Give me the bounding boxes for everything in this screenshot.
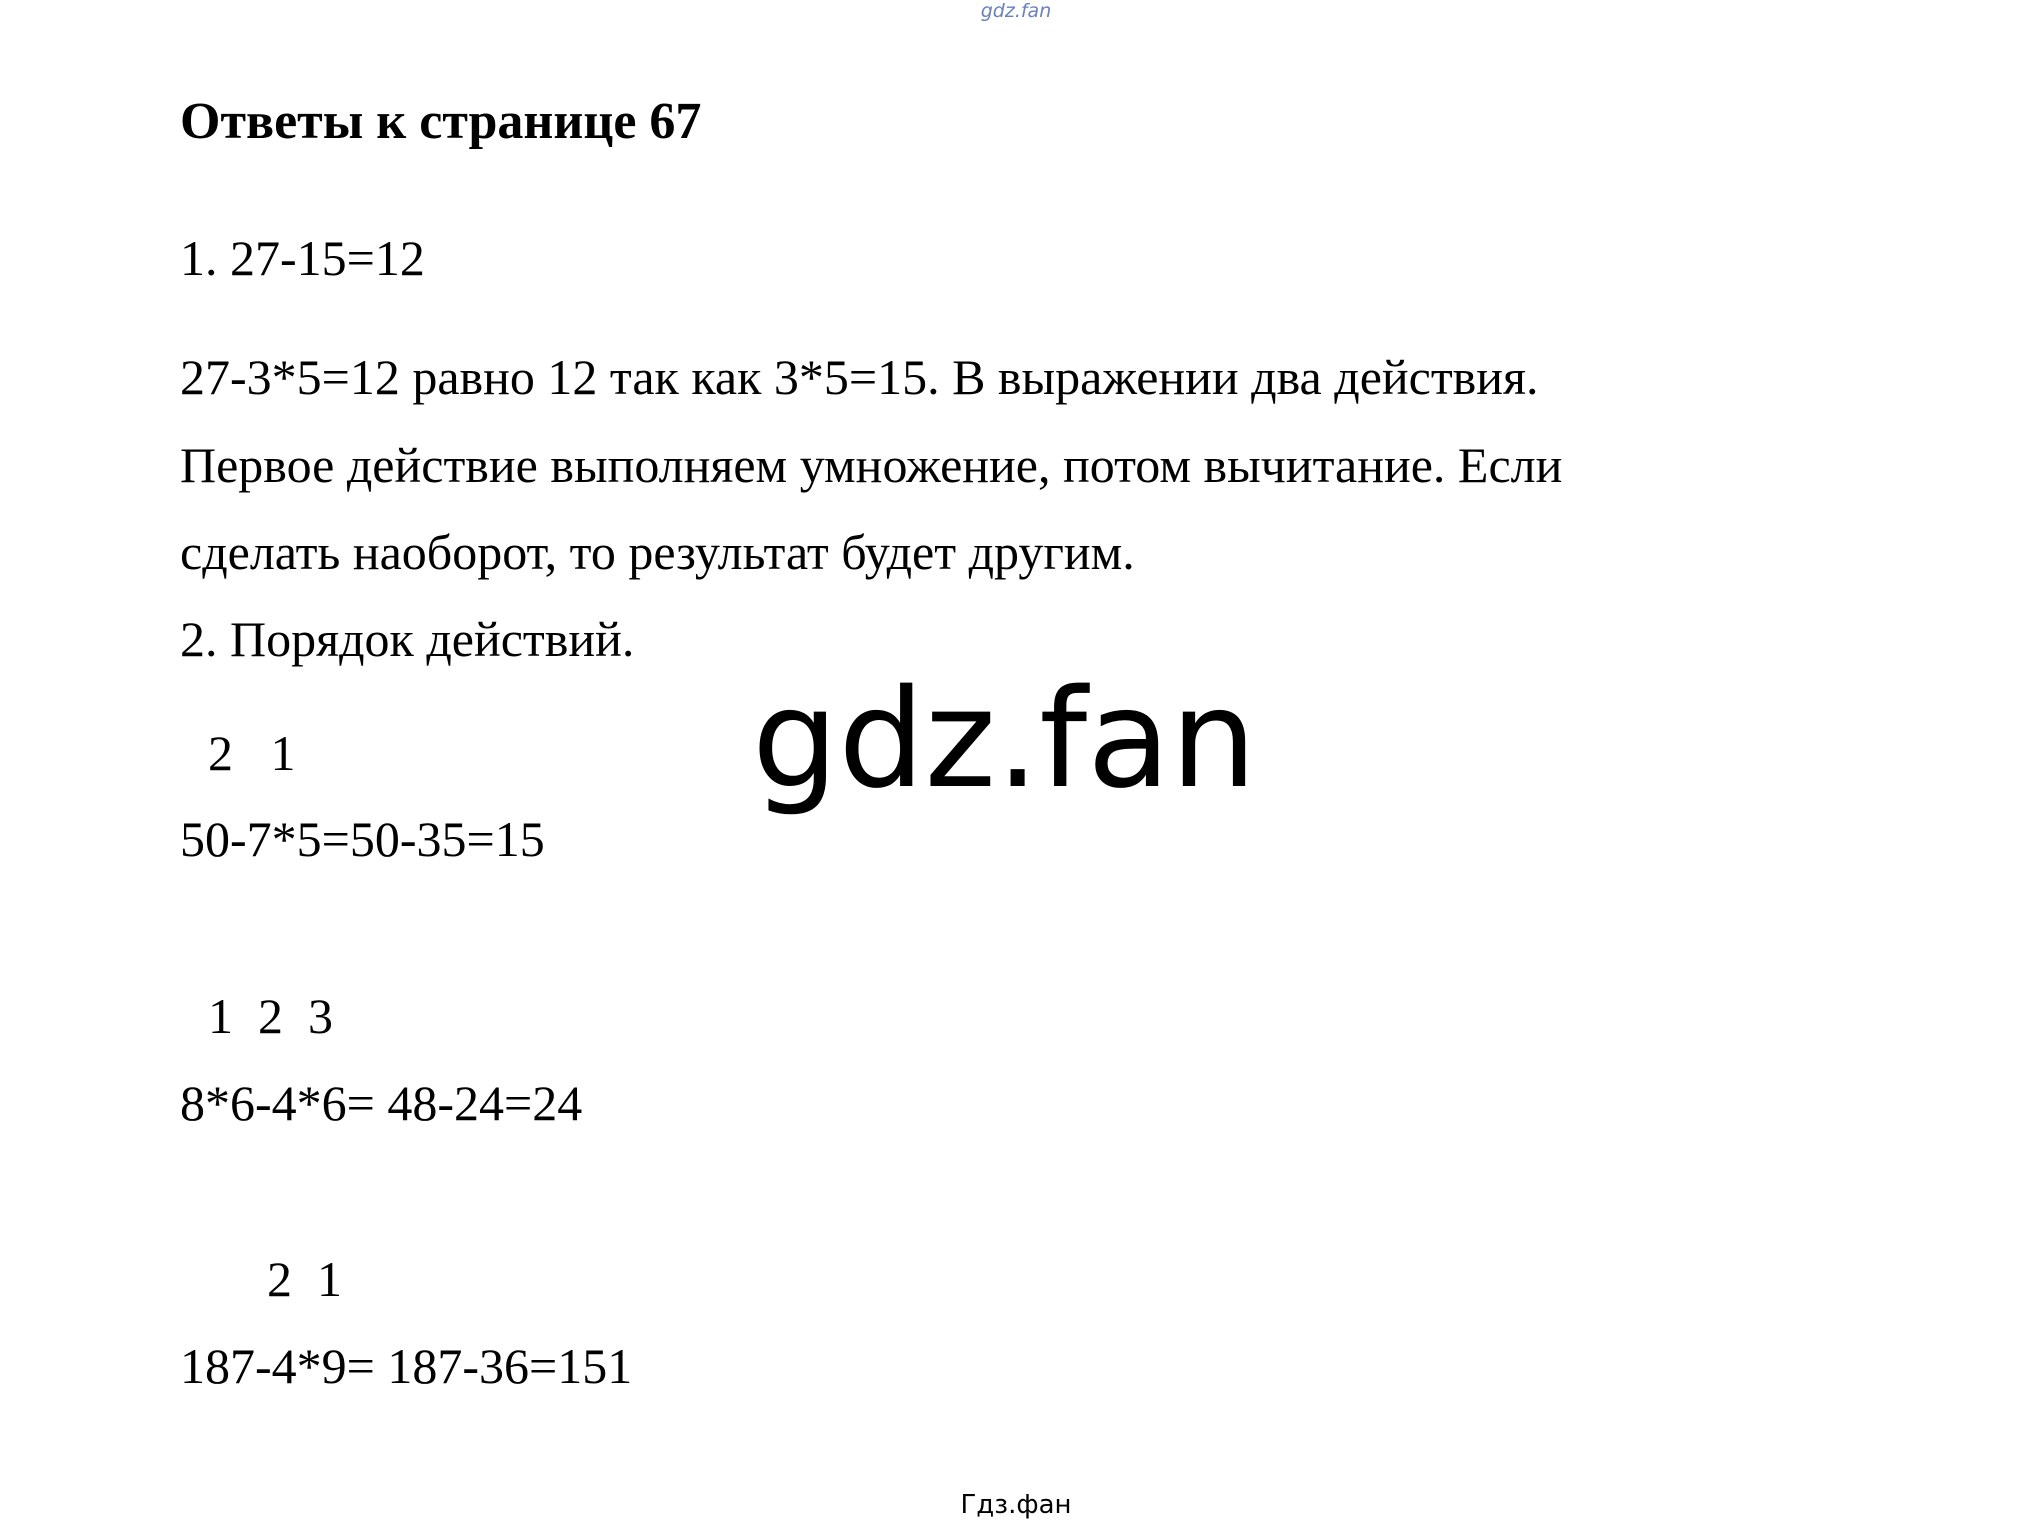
example3-expression: 187-4*9= 187-36=151	[180, 1338, 633, 1394]
example2-order-numbers: 1 2 3	[208, 988, 333, 1044]
watermark-center: gdz.fan	[752, 661, 1257, 819]
page-title: Ответы к странице 67	[180, 93, 702, 150]
answer1-explanation-line-3: сделать наоборот, то результат будет другим.	[180, 524, 1135, 580]
example3-order-numbers: 2 1	[267, 1251, 342, 1307]
watermark-top: gdz.fan	[980, 0, 1052, 22]
answer1-explanation-line-2: Первое действие выполняем умножение, потом вычитание. Если	[180, 437, 1563, 493]
answer1-expression: 1. 27-15=12	[180, 230, 425, 286]
watermark-bottom: Гдз.фан	[960, 1490, 1072, 1520]
answer2-heading: 2. Порядок действий.	[180, 611, 635, 667]
example2-expression: 8*6-4*6= 48-24=24	[180, 1075, 583, 1131]
answer1-explanation-line-1: 27-3*5=12 равно 12 так как 3*5=15. В выражении два действия.	[180, 349, 1539, 405]
example1-order-numbers: 2 1	[208, 725, 296, 781]
example1-expression: 50-7*5=50-35=15	[180, 811, 545, 867]
